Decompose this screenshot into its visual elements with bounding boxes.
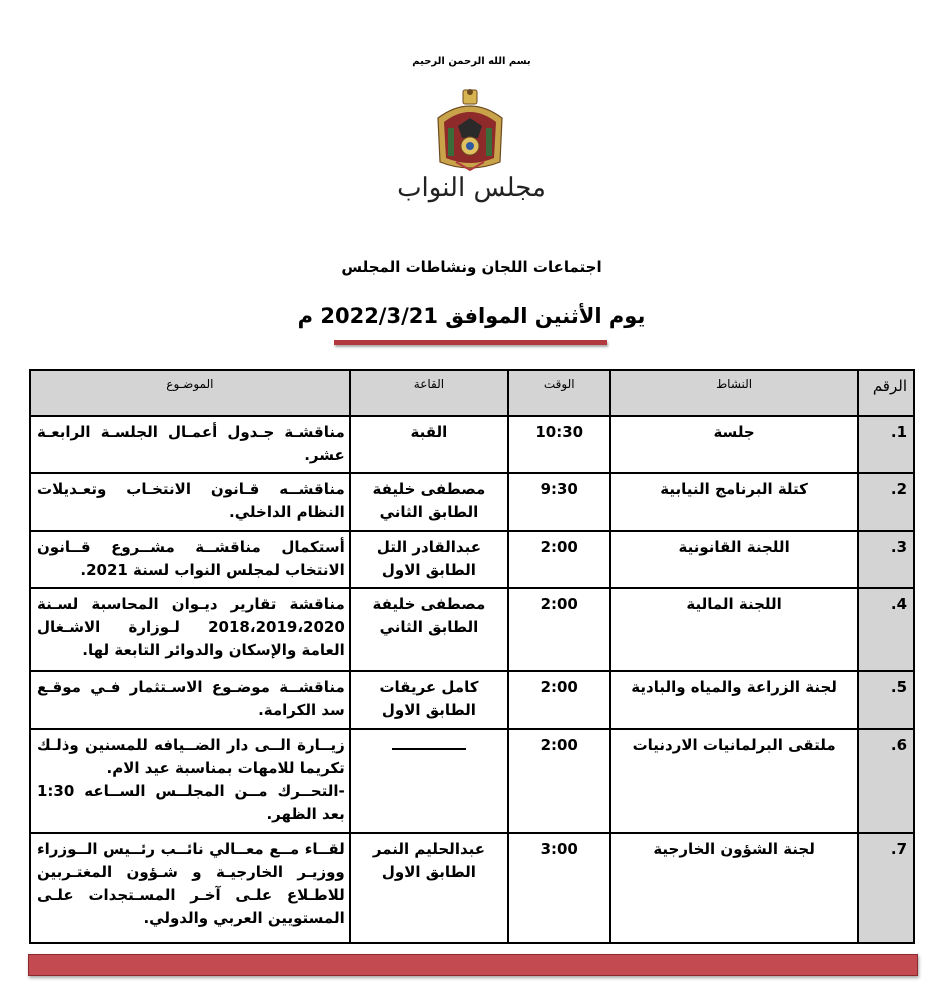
hall-name: كامل عريقات <box>379 678 479 696</box>
subject-text: مناقشــه قـانون الانتخـاب وتعـديلات النظام الداخلي. <box>37 480 345 521</box>
hall-name: مصطفى خليفة <box>372 480 486 498</box>
hall-floor: الطابق الثاني <box>379 618 479 636</box>
table-row <box>30 671 914 729</box>
subject-text: -التحــرك مــن المجلــس الســاعه 1:30 بعد الظهر. <box>37 782 345 823</box>
row-hall <box>350 729 508 833</box>
subject-text: لقــاء مــع معــالي نائــب رئــيس الــوزراء ووزيـر الخارجيـة و شـؤون المغتـربين للاطـلاع علـى آخـر المسـتجدات علـى المستويين العربي والدولي. <box>37 840 345 927</box>
header-time: الوقت <box>508 370 610 416</box>
row-activity: اللجنة القانونية <box>610 531 858 588</box>
row-number: 5. <box>858 671 914 729</box>
row-number: 1. <box>858 416 914 473</box>
row-activity: لجنة الشؤون الخارجية <box>610 833 858 943</box>
hall-name: القبة <box>410 423 448 441</box>
row-time: 9:30 <box>508 473 610 531</box>
row-hall <box>350 473 508 531</box>
table-row <box>30 833 914 943</box>
row-number: 7. <box>858 833 914 943</box>
table-row <box>30 588 914 671</box>
row-time: 3:00 <box>508 833 610 943</box>
hall-name: مصطفى خليفة <box>372 595 486 613</box>
date-title: يوم الأثنين الموافق 2022/3/21 م <box>297 304 646 328</box>
page-heading: اجتماعات اللجان ونشاطات المجلس <box>341 258 602 276</box>
row-activity: اللجنة المالية <box>610 588 858 671</box>
coat-of-arms-icon <box>430 88 510 176</box>
row-hall <box>350 416 508 473</box>
table-row <box>30 416 914 473</box>
schedule-table <box>29 369 915 944</box>
hall-floor: الطابق الاول <box>381 701 476 719</box>
hall-floor: الطابق الثاني <box>379 503 479 521</box>
council-name-logo: مجلس النواب <box>397 173 546 203</box>
row-hall <box>350 531 508 588</box>
row-activity: لجنة الزراعة والمياه والبادية <box>610 671 858 729</box>
hall-floor: الطابق الاول <box>381 863 476 881</box>
row-subject <box>30 833 350 943</box>
table-row <box>30 531 914 588</box>
row-time: 2:00 <box>508 531 610 588</box>
empty-hall-dash <box>392 738 466 750</box>
row-subject <box>30 473 350 531</box>
row-number: 6. <box>858 729 914 833</box>
footer-bar <box>28 954 918 976</box>
header-hall: القاعة <box>350 370 508 416</box>
row-activity: جلسة <box>610 416 858 473</box>
row-subject <box>30 531 350 588</box>
row-time: 2:00 <box>508 729 610 833</box>
subject-text: مناقشــة موضـوع الاسـتثمار فـي موقـع سد الكرامة. <box>37 678 345 719</box>
row-subject <box>30 416 350 473</box>
hall-floor: الطابق الاول <box>381 561 476 579</box>
row-number: 3. <box>858 531 914 588</box>
row-hall <box>350 671 508 729</box>
row-time: 2:00 <box>508 588 610 671</box>
row-activity: ملتقى البرلمانيات الاردنيات <box>610 729 858 833</box>
row-subject <box>30 588 350 671</box>
row-hall <box>350 588 508 671</box>
table-row <box>30 473 914 531</box>
header-subject: الموضـوع <box>30 370 350 416</box>
subject-text: مناقشـة جـدول أعمـال الجلسـة الرابعـة عشر. <box>37 423 345 464</box>
row-number: 4. <box>858 588 914 671</box>
hall-name: عبدالقادر التل <box>376 538 481 556</box>
hall-name: عبدالحليم النمر <box>372 840 485 858</box>
basmala: بسم الله الرحمن الرحيم <box>412 56 531 67</box>
date-underline <box>334 340 607 345</box>
row-time: 2:00 <box>508 671 610 729</box>
header-number: الرقم <box>858 370 914 416</box>
row-subject <box>30 729 350 833</box>
subject-text: زيــارة الــى دار الضــيافه للمسنين وذلـك تكريما للامهات بمناسبة عيد الام. <box>37 736 345 777</box>
table-header-row <box>30 370 914 416</box>
header-activity: النشاط <box>610 370 858 416</box>
table-row <box>30 729 914 833</box>
row-number: 2. <box>858 473 914 531</box>
row-time: 10:30 <box>508 416 610 473</box>
row-subject <box>30 671 350 729</box>
row-hall <box>350 833 508 943</box>
subject-text: أستكمال مناقشــة مشــروع قــانون الانتخاب لمجلس النواب لسنة 2021. <box>37 538 345 579</box>
row-activity: كتلة البرنامج النيابية <box>610 473 858 531</box>
subject-text: مناقشة تقارير ديـوان المحاسبة لسـنة 2018،2019،2020 لـوزارة الاشـغال العامة والإسكان والدوائر التابعة لها. <box>37 595 345 659</box>
